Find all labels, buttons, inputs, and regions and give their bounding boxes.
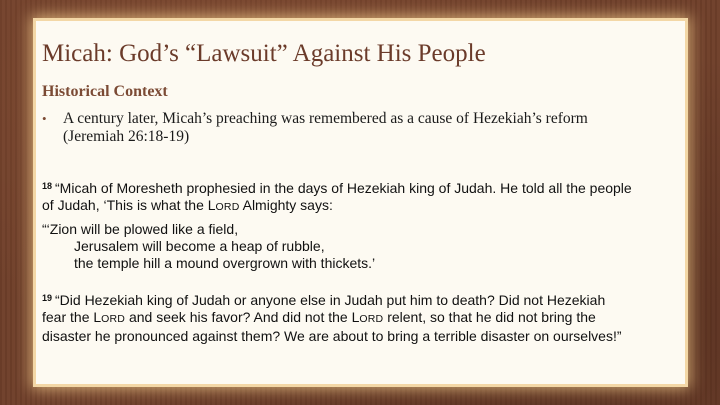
quote-line-2: Jerusalem will become a heap of rubble, bbox=[74, 238, 325, 254]
verse-number-19: 19 bbox=[42, 293, 53, 303]
slide-title: Micah: God’s “Lawsuit” Against His People bbox=[42, 40, 486, 67]
verse-number-18: 18 bbox=[42, 181, 53, 191]
verse-19-part-3: relent, so that he did not bring the disaster he pronounced against them? We are about to bring a terrible disaster on ourselves!” bbox=[42, 309, 622, 344]
lord-small-caps: ORD bbox=[215, 201, 240, 213]
verse-18 bbox=[42, 178, 642, 216]
lord-small-caps-2: ORD bbox=[359, 313, 384, 325]
verse-18-text-before: “Micah of Moresheth prophesied in the days of Hezekiah king of Judah. He told all the people of Judah, ‘This is what the L bbox=[42, 180, 632, 213]
bullet-item bbox=[42, 110, 612, 146]
verse-19 bbox=[42, 290, 632, 345]
quote-line-3: the temple hill a mound overgrown with thickets.’ bbox=[74, 255, 376, 271]
verse-18-text-after: Almighty says: bbox=[239, 197, 333, 213]
slide-subtitle: Historical Context bbox=[42, 83, 168, 100]
bullet-text: A century later, Micah’s preaching was remembered as a cause of Hezekiah’s reform (Jeremiah 26:18-19) bbox=[63, 110, 588, 145]
verse-19-part-2: and seek his favor? And did not the L bbox=[125, 309, 360, 325]
bullet-icon: • bbox=[42, 111, 47, 126]
verse-19-part-1: “Did Hezekiah king of Judah or anyone else in Judah put him to death? Did not Hezekiah fear the L bbox=[42, 292, 606, 325]
quote-line-1: “‘Zion will be plowed like a field, bbox=[42, 221, 239, 237]
lord-small-caps-1: ORD bbox=[101, 313, 126, 325]
prophecy-quote bbox=[42, 221, 642, 272]
